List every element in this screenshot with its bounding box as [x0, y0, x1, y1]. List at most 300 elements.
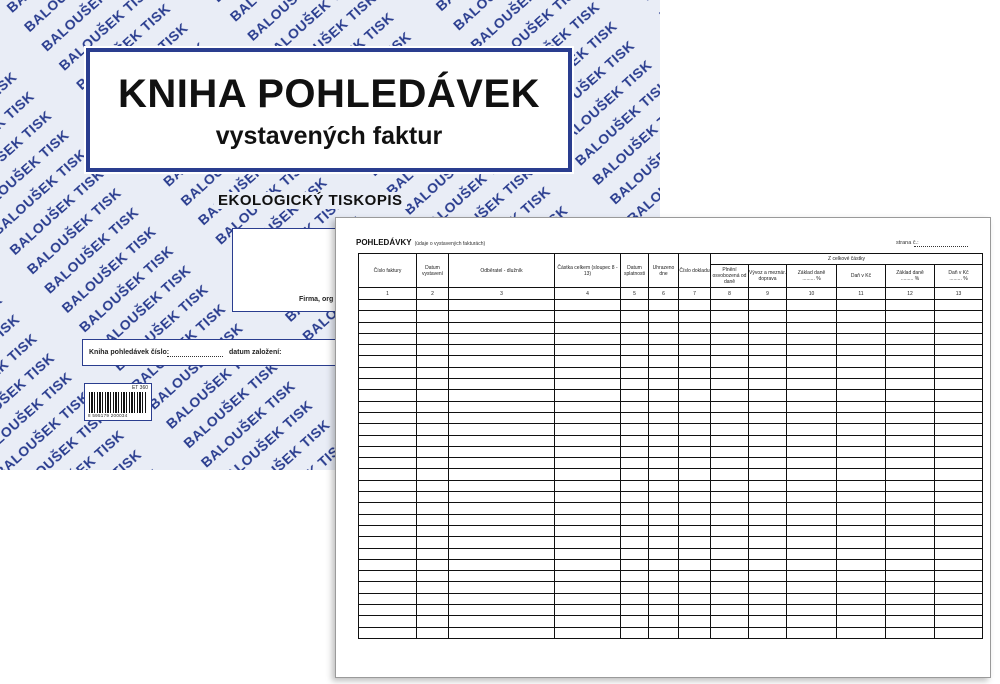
ledger-cell[interactable]: [935, 333, 983, 344]
ledger-cell[interactable]: [787, 345, 837, 356]
ledger-cell[interactable]: [837, 593, 886, 604]
ledger-cell[interactable]: [649, 627, 679, 638]
ledger-cell[interactable]: [449, 616, 555, 627]
ledger-cell[interactable]: [679, 503, 711, 514]
ledger-cell[interactable]: [837, 379, 886, 390]
ledger-cell[interactable]: [679, 322, 711, 333]
ledger-cell[interactable]: [621, 424, 649, 435]
ledger-cell[interactable]: [359, 503, 417, 514]
ledger-cell[interactable]: [621, 627, 649, 638]
ledger-cell[interactable]: [679, 435, 711, 446]
ledger-cell[interactable]: [449, 582, 555, 593]
ledger-cell[interactable]: [935, 412, 983, 423]
ledger-cell[interactable]: [787, 458, 837, 469]
ledger-cell[interactable]: [449, 571, 555, 582]
ledger-cell[interactable]: [417, 390, 449, 401]
ledger-cell[interactable]: [711, 559, 749, 570]
ledger-cell[interactable]: [749, 333, 787, 344]
ledger-cell[interactable]: [837, 469, 886, 480]
ledger-cell[interactable]: [555, 424, 621, 435]
ledger-cell[interactable]: [749, 548, 787, 559]
ledger-cell[interactable]: [621, 480, 649, 491]
ledger-cell[interactable]: [417, 525, 449, 536]
ledger-cell[interactable]: [886, 446, 935, 457]
ledger-cell[interactable]: [749, 571, 787, 582]
ledger-cell[interactable]: [679, 627, 711, 638]
ledger-cell[interactable]: [935, 559, 983, 570]
ledger-cell[interactable]: [711, 571, 749, 582]
ledger-cell[interactable]: [449, 525, 555, 536]
ledger-cell[interactable]: [359, 356, 417, 367]
ledger-cell[interactable]: [449, 593, 555, 604]
ledger-cell[interactable]: [649, 446, 679, 457]
ledger-cell[interactable]: [935, 345, 983, 356]
ledger-cell[interactable]: [787, 627, 837, 638]
ledger-cell[interactable]: [711, 446, 749, 457]
ledger-cell[interactable]: [417, 458, 449, 469]
ledger-cell[interactable]: [886, 548, 935, 559]
ledger-cell[interactable]: [359, 458, 417, 469]
ledger-cell[interactable]: [787, 322, 837, 333]
ledger-cell[interactable]: [679, 469, 711, 480]
ledger-cell[interactable]: [886, 616, 935, 627]
ledger-cell[interactable]: [837, 311, 886, 322]
ledger-cell[interactable]: [555, 593, 621, 604]
ledger-cell[interactable]: [711, 333, 749, 344]
ledger-cell[interactable]: [935, 537, 983, 548]
ledger-cell[interactable]: [886, 559, 935, 570]
ledger-cell[interactable]: [749, 514, 787, 525]
ledger-cell[interactable]: [837, 412, 886, 423]
ledger-cell[interactable]: [837, 356, 886, 367]
ledger-cell[interactable]: [555, 345, 621, 356]
ledger-cell[interactable]: [679, 379, 711, 390]
ledger-cell[interactable]: [417, 503, 449, 514]
ledger-cell[interactable]: [679, 480, 711, 491]
ledger-cell[interactable]: [886, 424, 935, 435]
ledger-cell[interactable]: [935, 401, 983, 412]
ledger-cell[interactable]: [555, 311, 621, 322]
ledger-cell[interactable]: [359, 379, 417, 390]
ledger-cell[interactable]: [417, 469, 449, 480]
ledger-cell[interactable]: [711, 390, 749, 401]
ledger-cell[interactable]: [711, 492, 749, 503]
ledger-cell[interactable]: [621, 322, 649, 333]
ledger-cell[interactable]: [417, 605, 449, 616]
ledger-cell[interactable]: [711, 412, 749, 423]
ledger-cell[interactable]: [555, 390, 621, 401]
ledger-cell[interactable]: [359, 616, 417, 627]
ledger-cell[interactable]: [649, 559, 679, 570]
ledger-cell[interactable]: [837, 390, 886, 401]
ledger-cell[interactable]: [621, 412, 649, 423]
ledger-cell[interactable]: [935, 379, 983, 390]
ledger-cell[interactable]: [555, 469, 621, 480]
ledger-cell[interactable]: [555, 514, 621, 525]
ledger-cell[interactable]: [886, 435, 935, 446]
ledger-cell[interactable]: [749, 424, 787, 435]
ledger-cell[interactable]: [649, 424, 679, 435]
ledger-cell[interactable]: [649, 300, 679, 311]
ledger-cell[interactable]: [621, 605, 649, 616]
ledger-cell[interactable]: [787, 390, 837, 401]
ledger-cell[interactable]: [555, 480, 621, 491]
ledger-cell[interactable]: [449, 627, 555, 638]
ledger-cell[interactable]: [359, 446, 417, 457]
ledger-cell[interactable]: [679, 548, 711, 559]
ledger-cell[interactable]: [449, 537, 555, 548]
ledger-cell[interactable]: [621, 446, 649, 457]
ledger-cell[interactable]: [417, 514, 449, 525]
ledger-cell[interactable]: [787, 480, 837, 491]
ledger-cell[interactable]: [649, 345, 679, 356]
ledger-cell[interactable]: [417, 537, 449, 548]
ledger-cell[interactable]: [555, 435, 621, 446]
ledger-cell[interactable]: [359, 367, 417, 378]
ledger-cell[interactable]: [359, 537, 417, 548]
ledger-cell[interactable]: [711, 367, 749, 378]
ledger-cell[interactable]: [449, 322, 555, 333]
ledger-cell[interactable]: [787, 401, 837, 412]
ledger-cell[interactable]: [417, 571, 449, 582]
ledger-cell[interactable]: [649, 401, 679, 412]
ledger-cell[interactable]: [449, 401, 555, 412]
ledger-cell[interactable]: [886, 605, 935, 616]
ledger-cell[interactable]: [886, 582, 935, 593]
ledger-cell[interactable]: [679, 537, 711, 548]
ledger-cell[interactable]: [449, 424, 555, 435]
ledger-cell[interactable]: [749, 469, 787, 480]
ledger-cell[interactable]: [935, 311, 983, 322]
ledger-cell[interactable]: [837, 435, 886, 446]
ledger-cell[interactable]: [711, 311, 749, 322]
ledger-cell[interactable]: [449, 559, 555, 570]
ledger-cell[interactable]: [749, 593, 787, 604]
ledger-cell[interactable]: [649, 503, 679, 514]
ledger-cell[interactable]: [621, 311, 649, 322]
ledger-cell[interactable]: [749, 458, 787, 469]
ledger-cell[interactable]: [787, 367, 837, 378]
ledger-cell[interactable]: [679, 492, 711, 503]
ledger-cell[interactable]: [886, 322, 935, 333]
ledger-cell[interactable]: [649, 582, 679, 593]
ledger-cell[interactable]: [417, 616, 449, 627]
ledger-cell[interactable]: [679, 345, 711, 356]
ledger-cell[interactable]: [787, 605, 837, 616]
ledger-cell[interactable]: [621, 571, 649, 582]
ledger-cell[interactable]: [837, 582, 886, 593]
ledger-cell[interactable]: [711, 514, 749, 525]
ledger-cell[interactable]: [711, 435, 749, 446]
ledger-cell[interactable]: [649, 367, 679, 378]
ledger-cell[interactable]: [837, 548, 886, 559]
ledger-cell[interactable]: [649, 605, 679, 616]
ledger-cell[interactable]: [649, 469, 679, 480]
ledger-cell[interactable]: [886, 627, 935, 638]
ledger-cell[interactable]: [649, 571, 679, 582]
ledger-cell[interactable]: [621, 582, 649, 593]
ledger-cell[interactable]: [787, 582, 837, 593]
ledger-cell[interactable]: [359, 480, 417, 491]
ledger-cell[interactable]: [649, 412, 679, 423]
ledger-cell[interactable]: [417, 548, 449, 559]
ledger-cell[interactable]: [649, 514, 679, 525]
ledger-cell[interactable]: [679, 300, 711, 311]
ledger-cell[interactable]: [935, 390, 983, 401]
ledger-cell[interactable]: [935, 627, 983, 638]
ledger-cell[interactable]: [787, 356, 837, 367]
ledger-cell[interactable]: [621, 593, 649, 604]
ledger-cell[interactable]: [649, 322, 679, 333]
ledger-cell[interactable]: [787, 446, 837, 457]
ledger-cell[interactable]: [359, 333, 417, 344]
ledger-cell[interactable]: [886, 367, 935, 378]
ledger-cell[interactable]: [711, 537, 749, 548]
ledger-cell[interactable]: [886, 412, 935, 423]
ledger-cell[interactable]: [621, 367, 649, 378]
ledger-cell[interactable]: [886, 379, 935, 390]
ledger-cell[interactable]: [837, 525, 886, 536]
ledger-cell[interactable]: [555, 559, 621, 570]
ledger-cell[interactable]: [935, 571, 983, 582]
ledger-cell[interactable]: [837, 503, 886, 514]
ledger-cell[interactable]: [749, 379, 787, 390]
ledger-cell[interactable]: [621, 514, 649, 525]
ledger-cell[interactable]: [621, 458, 649, 469]
ledger-cell[interactable]: [555, 458, 621, 469]
ledger-cell[interactable]: [417, 300, 449, 311]
ledger-cell[interactable]: [837, 480, 886, 491]
ledger-cell[interactable]: [449, 435, 555, 446]
ledger-cell[interactable]: [679, 616, 711, 627]
ledger-cell[interactable]: [359, 627, 417, 638]
ledger-cell[interactable]: [935, 514, 983, 525]
ledger-cell[interactable]: [679, 333, 711, 344]
ledger-cell[interactable]: [837, 424, 886, 435]
ledger-cell[interactable]: [935, 322, 983, 333]
ledger-cell[interactable]: [417, 582, 449, 593]
ledger-cell[interactable]: [417, 333, 449, 344]
ledger-cell[interactable]: [359, 322, 417, 333]
ledger-cell[interactable]: [621, 435, 649, 446]
ledger-cell[interactable]: [359, 390, 417, 401]
ledger-cell[interactable]: [787, 424, 837, 435]
ledger-cell[interactable]: [711, 503, 749, 514]
ledger-cell[interactable]: [359, 435, 417, 446]
ledger-cell[interactable]: [417, 322, 449, 333]
ledger-cell[interactable]: [359, 514, 417, 525]
ledger-cell[interactable]: [649, 458, 679, 469]
ledger-cell[interactable]: [555, 356, 621, 367]
ledger-cell[interactable]: [886, 345, 935, 356]
ledger-cell[interactable]: [886, 469, 935, 480]
ledger-cell[interactable]: [787, 616, 837, 627]
ledger-cell[interactable]: [555, 446, 621, 457]
ledger-cell[interactable]: [417, 435, 449, 446]
ledger-cell[interactable]: [621, 525, 649, 536]
ledger-cell[interactable]: [621, 492, 649, 503]
ledger-cell[interactable]: [621, 469, 649, 480]
ledger-cell[interactable]: [679, 311, 711, 322]
ledger-cell[interactable]: [886, 593, 935, 604]
ledger-cell[interactable]: [935, 503, 983, 514]
ledger-cell[interactable]: [837, 458, 886, 469]
ledger-cell[interactable]: [711, 582, 749, 593]
ledger-cell[interactable]: [679, 401, 711, 412]
ledger-cell[interactable]: [359, 412, 417, 423]
ledger-cell[interactable]: [417, 356, 449, 367]
ledger-cell[interactable]: [555, 582, 621, 593]
ledger-cell[interactable]: [787, 379, 837, 390]
ledger-cell[interactable]: [555, 412, 621, 423]
ledger-cell[interactable]: [886, 525, 935, 536]
ledger-cell[interactable]: [649, 548, 679, 559]
ledger-cell[interactable]: [649, 390, 679, 401]
ledger-cell[interactable]: [417, 559, 449, 570]
ledger-cell[interactable]: [449, 390, 555, 401]
ledger-cell[interactable]: [555, 379, 621, 390]
ledger-cell[interactable]: [417, 345, 449, 356]
ledger-cell[interactable]: [649, 616, 679, 627]
ledger-cell[interactable]: [711, 469, 749, 480]
ledger-cell[interactable]: [749, 311, 787, 322]
ledger-cell[interactable]: [711, 322, 749, 333]
ledger-cell[interactable]: [555, 525, 621, 536]
ledger-cell[interactable]: [555, 333, 621, 344]
ledger-cell[interactable]: [749, 401, 787, 412]
ledger-cell[interactable]: [711, 300, 749, 311]
ledger-cell[interactable]: [449, 345, 555, 356]
ledger-cell[interactable]: [787, 537, 837, 548]
ledger-cell[interactable]: [359, 492, 417, 503]
ledger-cell[interactable]: [787, 548, 837, 559]
ledger-cell[interactable]: [417, 446, 449, 457]
ledger-cell[interactable]: [711, 525, 749, 536]
ledger-cell[interactable]: [555, 367, 621, 378]
ledger-cell[interactable]: [449, 367, 555, 378]
ledger-cell[interactable]: [749, 480, 787, 491]
ledger-cell[interactable]: [359, 582, 417, 593]
ledger-cell[interactable]: [749, 525, 787, 536]
ledger-cell[interactable]: [449, 356, 555, 367]
ledger-cell[interactable]: [711, 345, 749, 356]
ledger-cell[interactable]: [417, 412, 449, 423]
ledger-cell[interactable]: [935, 593, 983, 604]
ledger-cell[interactable]: [417, 593, 449, 604]
ledger-cell[interactable]: [449, 311, 555, 322]
ledger-cell[interactable]: [449, 605, 555, 616]
ledger-cell[interactable]: [679, 514, 711, 525]
ledger-cell[interactable]: [749, 446, 787, 457]
ledger-cell[interactable]: [649, 333, 679, 344]
ledger-cell[interactable]: [886, 300, 935, 311]
ledger-cell[interactable]: [711, 356, 749, 367]
ledger-cell[interactable]: [555, 605, 621, 616]
ledger-cell[interactable]: [649, 379, 679, 390]
ledger-cell[interactable]: [837, 514, 886, 525]
ledger-cell[interactable]: [837, 616, 886, 627]
ledger-cell[interactable]: [886, 480, 935, 491]
ledger-cell[interactable]: [749, 616, 787, 627]
ledger-cell[interactable]: [886, 492, 935, 503]
ledger-cell[interactable]: [679, 593, 711, 604]
ledger-cell[interactable]: [935, 458, 983, 469]
ledger-cell[interactable]: [359, 593, 417, 604]
ledger-cell[interactable]: [749, 345, 787, 356]
ledger-cell[interactable]: [679, 446, 711, 457]
ledger-cell[interactable]: [679, 458, 711, 469]
ledger-cell[interactable]: [555, 503, 621, 514]
ledger-cell[interactable]: [679, 367, 711, 378]
ledger-cell[interactable]: [449, 379, 555, 390]
ledger-cell[interactable]: [449, 480, 555, 491]
ledger-cell[interactable]: [359, 571, 417, 582]
ledger-cell[interactable]: [935, 525, 983, 536]
ledger-cell[interactable]: [555, 627, 621, 638]
ledger-cell[interactable]: [837, 571, 886, 582]
ledger-cell[interactable]: [837, 333, 886, 344]
ledger-cell[interactable]: [935, 469, 983, 480]
ledger-cell[interactable]: [787, 525, 837, 536]
ledger-cell[interactable]: [837, 446, 886, 457]
ledger-cell[interactable]: [711, 616, 749, 627]
ledger-cell[interactable]: [935, 356, 983, 367]
ledger-cell[interactable]: [837, 559, 886, 570]
ledger-cell[interactable]: [749, 322, 787, 333]
ledger-cell[interactable]: [649, 435, 679, 446]
ledger-cell[interactable]: [621, 559, 649, 570]
ledger-cell[interactable]: [621, 503, 649, 514]
ledger-cell[interactable]: [417, 424, 449, 435]
ledger-cell[interactable]: [555, 322, 621, 333]
ledger-cell[interactable]: [837, 401, 886, 412]
ledger-cell[interactable]: [886, 503, 935, 514]
ledger-cell[interactable]: [679, 525, 711, 536]
ledger-cell[interactable]: [449, 548, 555, 559]
ledger-cell[interactable]: [787, 300, 837, 311]
ledger-cell[interactable]: [621, 616, 649, 627]
ledger-cell[interactable]: [749, 356, 787, 367]
ledger-cell[interactable]: [886, 390, 935, 401]
ledger-cell[interactable]: [417, 480, 449, 491]
ledger-cell[interactable]: [787, 311, 837, 322]
ledger-cell[interactable]: [449, 446, 555, 457]
ledger-cell[interactable]: [449, 469, 555, 480]
ledger-cell[interactable]: [555, 616, 621, 627]
ledger-cell[interactable]: [359, 469, 417, 480]
ledger-cell[interactable]: [711, 401, 749, 412]
ledger-cell[interactable]: [649, 593, 679, 604]
ledger-cell[interactable]: [711, 379, 749, 390]
ledger-cell[interactable]: [787, 503, 837, 514]
ledger-cell[interactable]: [787, 435, 837, 446]
ledger-cell[interactable]: [679, 412, 711, 423]
ledger-cell[interactable]: [359, 525, 417, 536]
ledger-cell[interactable]: [359, 424, 417, 435]
ledger-cell[interactable]: [749, 559, 787, 570]
ledger-cell[interactable]: [935, 548, 983, 559]
ledger-cell[interactable]: [649, 311, 679, 322]
ledger-cell[interactable]: [621, 401, 649, 412]
ledger-cell[interactable]: [935, 582, 983, 593]
ledger-cell[interactable]: [935, 605, 983, 616]
ledger-cell[interactable]: [837, 367, 886, 378]
ledger-cell[interactable]: [787, 412, 837, 423]
ledger-cell[interactable]: [787, 333, 837, 344]
ledger-cell[interactable]: [837, 627, 886, 638]
ledger-cell[interactable]: [787, 593, 837, 604]
ledger-cell[interactable]: [787, 469, 837, 480]
